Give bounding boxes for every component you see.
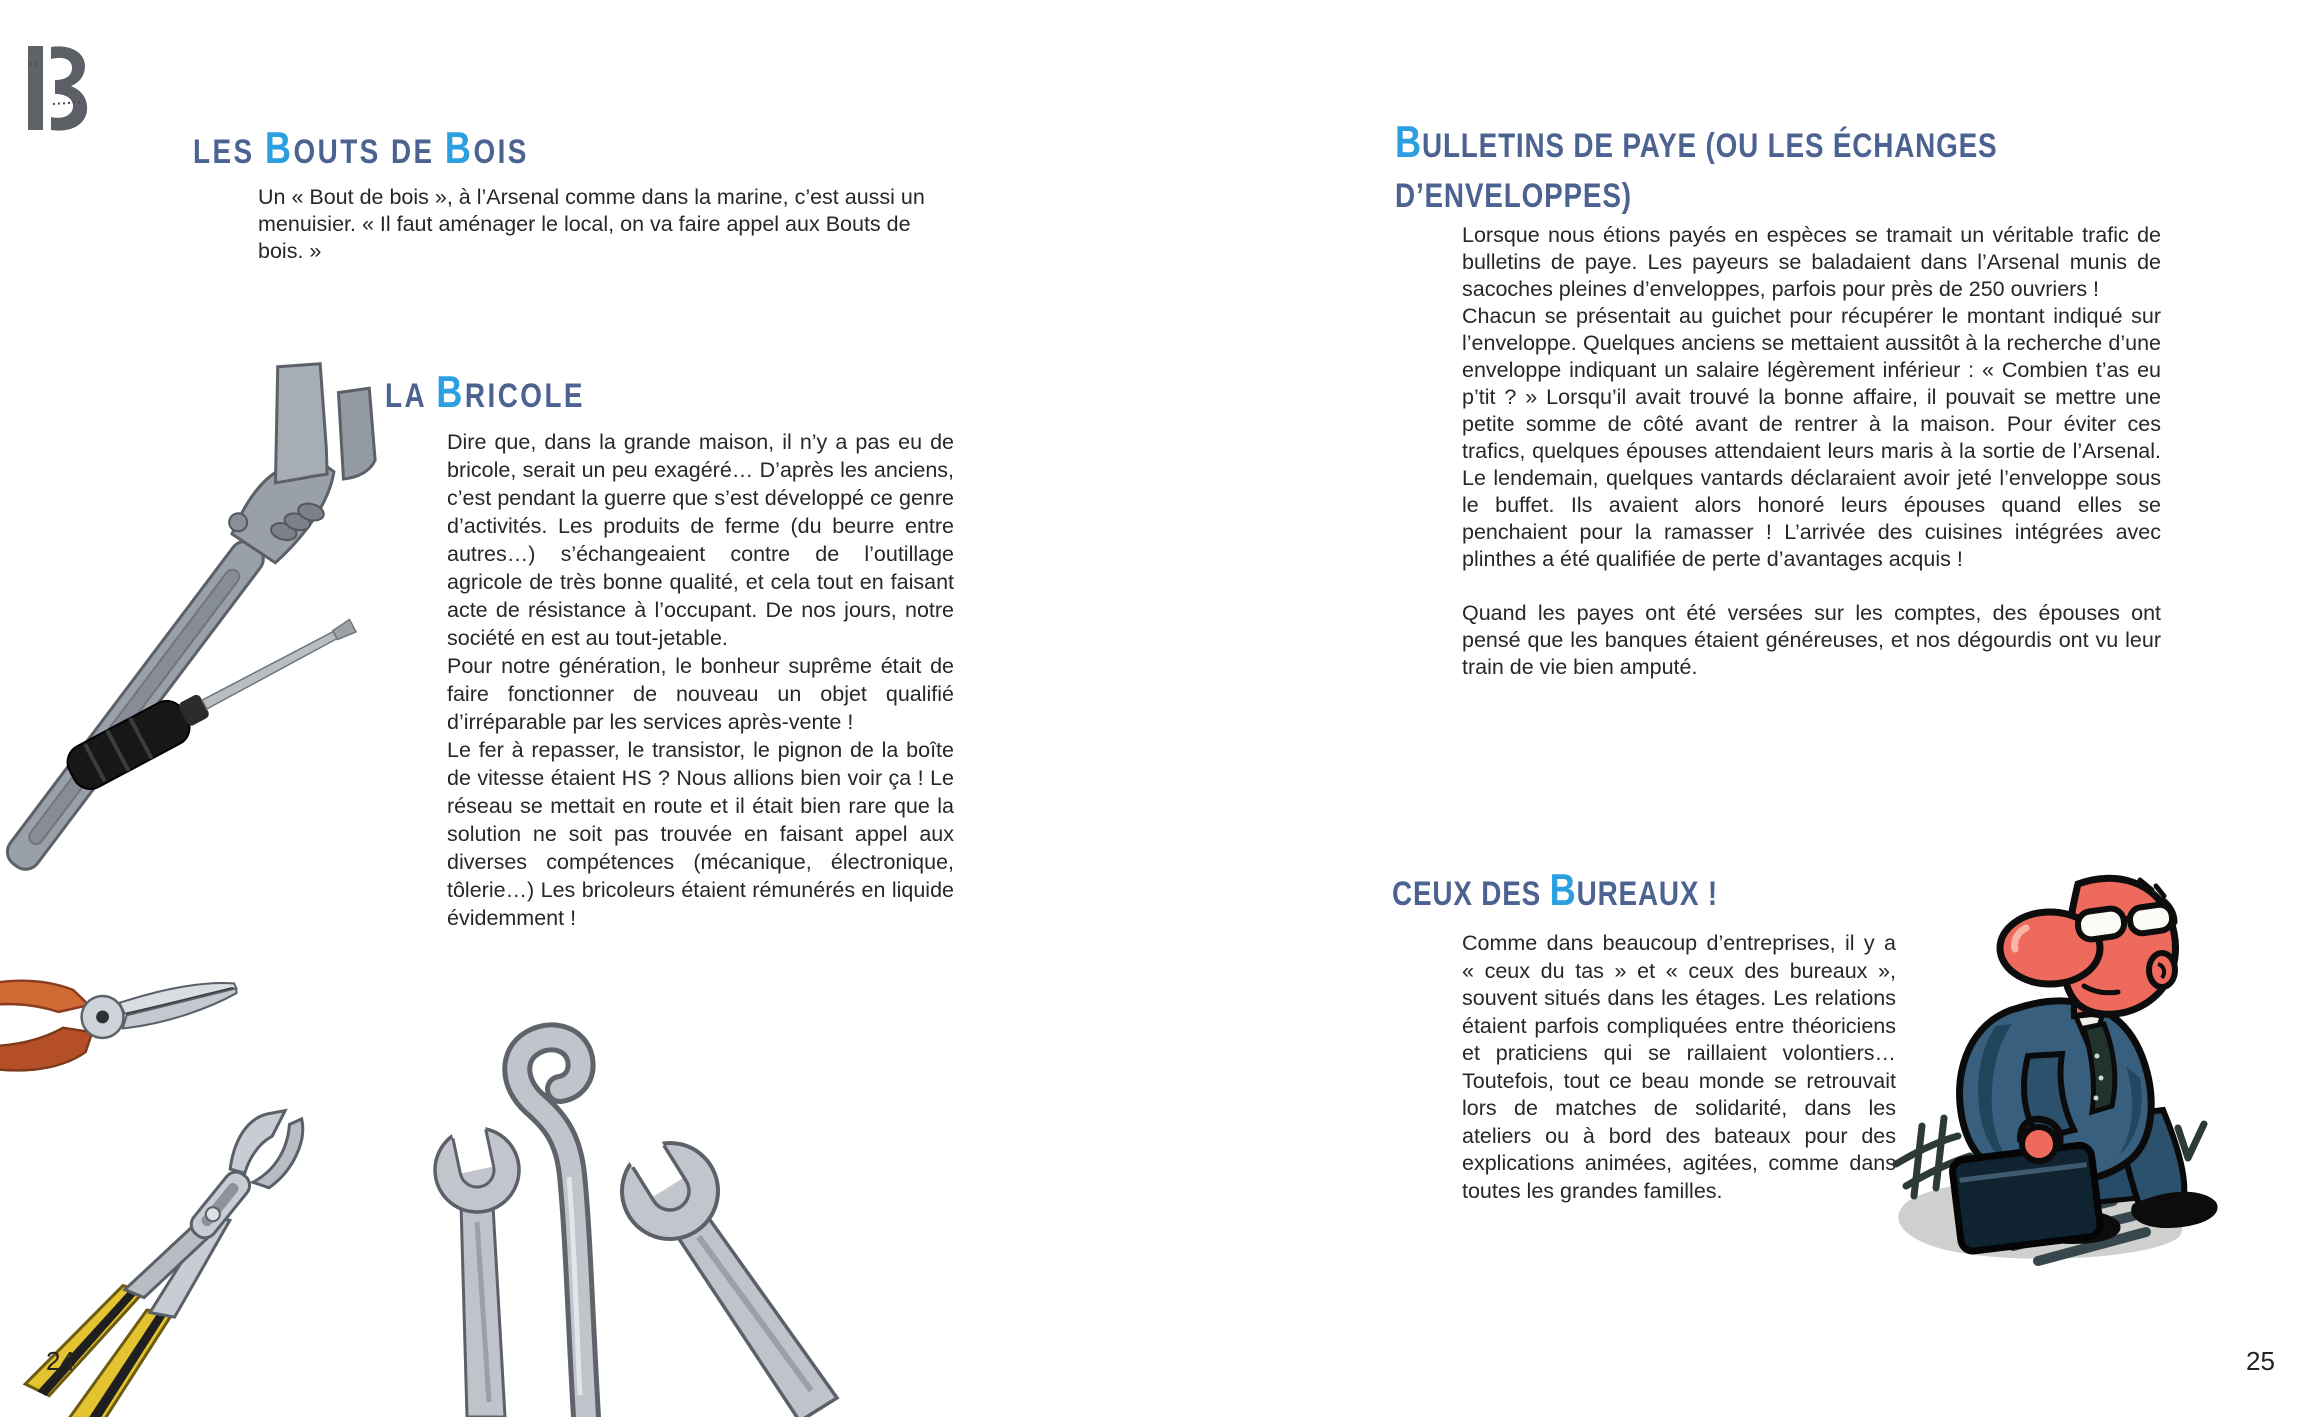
intro-paragraph: Un « Bout de bois », à l’Arsenal comme dans la marine, c’est aussi un menuisier. « Il faut aménager le local, on va faire appel aux Bouts de bois. » <box>258 185 925 263</box>
la-bricole-text-column <box>447 428 954 932</box>
title-text: OIS <box>473 133 529 171</box>
title-line-2: D’ENVELOPPES) <box>1395 177 1632 215</box>
title-ceux-des-bureaux <box>1392 866 1718 915</box>
title-bulletins-de-paye <box>1395 118 1997 221</box>
title-text: ULLETINS DE PAYE (OU LES ÉCHANGES <box>1421 127 1998 165</box>
paragraph: Lorsque nous étions payés en espèces se tramait un véritable trafic de bulletins de paye. Les payeurs se baladaient dans l’Arsenal munis de sacoches pleines d’enveloppes, parfois pour près de 250 ouvriers ! <box>1462 223 2161 301</box>
bulletins-text-column <box>1462 222 2161 681</box>
screwdriver-photo <box>60 615 400 810</box>
title-text: UREAUX ! <box>1576 875 1718 913</box>
open-end-spanner-photo <box>600 1125 990 1417</box>
title-text: OUTS DE <box>293 133 445 171</box>
paragraph: Le fer à repasser, le transistor, le pignon de la boîte de vitesse étaient HS ? Nous allions bien voir ça ! Le réseau se mettait en route et il était bien rare que la solution ne soit pas trouvée en faisant appel aux diverses compétences (mécanique, électronique, tôlerie…) Les bricoleurs étaient rémunérés en liquide évidemment ! <box>447 738 954 930</box>
title-initial-b: B <box>1549 866 1577 915</box>
title-initial-b: B <box>444 124 474 173</box>
paragraph: Quand les payes ont été versées sur les comptes, des épouses ont pensé que les banques étaient généreuses, et nos dégourdis ont vu leur train de vie bien amputé. <box>1462 601 2161 679</box>
open-end-wrench-photo <box>415 1112 590 1417</box>
motion-check-icon <box>2178 1124 2204 1158</box>
title-text: LA <box>385 377 437 415</box>
title-text: LES <box>193 133 265 171</box>
paragraph: Pour notre génération, le bonheur suprême était de faire fonctionner de nouveau un objet qualifié d’irréparable par les services après-vente ! <box>447 654 954 734</box>
office-worker-cartoon <box>1878 866 2250 1311</box>
bureaux-text-column <box>1462 930 1896 1205</box>
paragraph: Dire que, dans la grande maison, il n’y a pas eu de bricole, serait un peu exagéré… D’après les anciens, c’est pendant la guerre que s’est développé ce genre d’activités. Les produits de ferme (du beurre entre autres…) s’échangeaient contre de l’outillage agricole de très bonne qualité, et cela tout en faisant acte de résistance à l’occupant. De nos jours, notre société en est au tout-jetable. <box>447 430 954 650</box>
page-number: 24 <box>46 1346 75 1376</box>
brand-logo-b <box>28 44 90 132</box>
title-initial-b: B <box>436 368 465 417</box>
title-initial-b: B <box>264 124 294 173</box>
paragraph: Chacun se présentait au guichet pour récupérer le montant indiqué sur l’enveloppe. Quelques anciens se mettaient aussitôt à la recherche d’une enveloppe indiquant un salaire légèrement inférieur : « Combien t’as eu p’tit ? » Lorsqu’il avait trouvé la bonne affaire, il pouvait se mettre une petite somme de côté avant de rentrer à la maison. Pour éviter ces trafics, quelques épouses attendaient leurs maris à la sortie de l’Arsenal. Le lendemain, quelques vantards déclaraient avoir jeté l’enveloppe sous le buffet. Ils avaient alors honoré leurs épouses quand elles se penchaient pour la ramasser ! L’arrivée des cuisines intégrées avec plinthes a été qualifiée de perte d’avantages acquis ! <box>1462 304 2161 571</box>
page-number: 25 <box>2246 1346 2275 1376</box>
title-les-bouts-de-bois <box>193 124 529 173</box>
title-text: RICOLE <box>464 377 585 415</box>
paragraph: Comme dans beaucoup d’entreprises, il y a « ceux du tas » et « ceux des bureaux », souvent situés dans les étages. Les relations étaient parfois compliquées entre théoriciens et praticiens qui se raillaient volontiers… Toutefois, tout ce beau monde se retrouvait lors de matches de solidarité, dans les ateliers ou à bord des bateaux pour des explications animées, agitées, comme dans toutes les grandes familles. <box>1462 931 1896 1203</box>
title-line-1 <box>1395 118 1997 171</box>
title-initial-b: B <box>1395 118 1422 167</box>
title-text: CEUX DES <box>1392 875 1550 913</box>
stencil-b-icon <box>28 44 90 132</box>
